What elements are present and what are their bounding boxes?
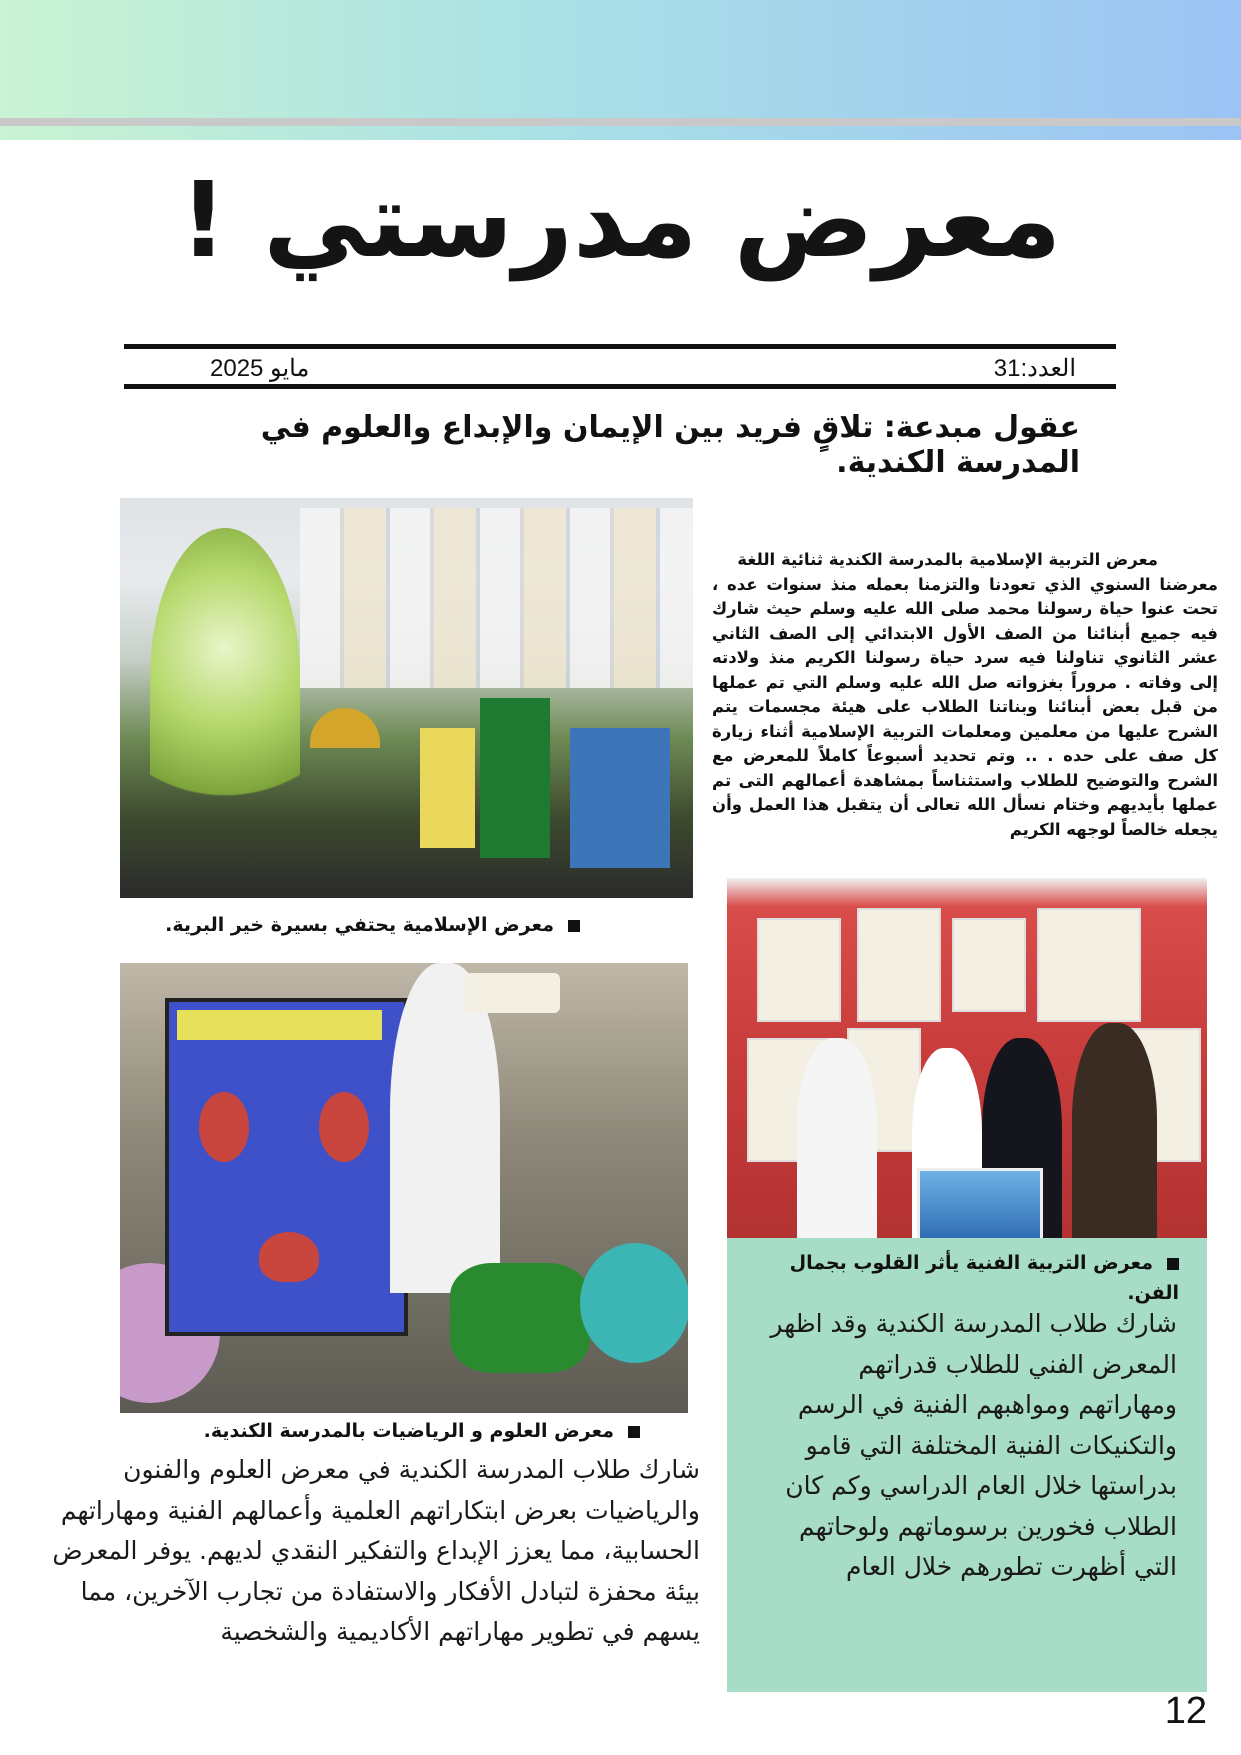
top-rule bbox=[124, 344, 1116, 349]
islamic-heading: معرض التربية الإسلامية بالمدرسة الكندية ثنائية اللغة bbox=[737, 550, 1158, 569]
photo-dome-model bbox=[310, 708, 380, 748]
photo-tree-model bbox=[150, 528, 300, 828]
issue-row bbox=[124, 350, 1116, 386]
photo-cell-model bbox=[580, 1243, 688, 1363]
header-divider bbox=[0, 118, 1241, 126]
photo-canvas-painting bbox=[917, 1168, 1043, 1238]
photo-poster bbox=[857, 908, 941, 1022]
page-number: 12 bbox=[1164, 1690, 1207, 1732]
photo-kidney bbox=[199, 1092, 249, 1162]
photo-board-header bbox=[177, 1010, 382, 1040]
header-band bbox=[0, 0, 1241, 118]
photo-kidney bbox=[319, 1092, 369, 1162]
page-title: معرض مدرستي ! bbox=[179, 159, 1062, 281]
bullet-icon bbox=[628, 1426, 640, 1438]
islamic-exhibit-photo bbox=[120, 498, 693, 898]
issue-number: العدد:31 bbox=[993, 355, 1076, 382]
photo-person bbox=[797, 1038, 877, 1238]
science-body: شارك طلاب المدرسة الكندية في معرض العلوم والفنون والرياضيات بعرض ابتكاراتهم العلمية وأعمالهم الفنية ومهاراتهم الحسابية، مما يعزز الإبداع والتفكير النقدي لديهم. يوفر المعرض بيئة محفزة لتبادل الأفكار والاستفادة من تجارب الآخرين، مما يسهم في تطوير مهاراتهم الأكاديمية والشخصية bbox=[52, 1455, 700, 1646]
art-caption-row bbox=[759, 1248, 1179, 1308]
bullet-icon bbox=[1167, 1258, 1179, 1270]
art-body: شارك طلاب المدرسة الكندية وقد اظهر المعرض الفني للطلاب قدراتهم ومهاراتهم ومواهبهم الفنية في الرسم والتكنيكات الفنية المختلفة التي قامو بدراستها خلال العام الدراسي وكم كان الطلاب فخورين برسوماتهم ولوحاتهم التي أظهرت تطورهم خلال العام bbox=[770, 1309, 1177, 1581]
photo-blue-board bbox=[570, 728, 670, 868]
issue-date: مايو 2025 bbox=[210, 355, 310, 382]
islamic-body: معرضنا السنوي الذي تعودنا والتزمنا بعمله منذ سنوات عده ، تحت عنوا حياة رسولنا محمد صلى الله عليه وسلم حيث شارك فيه جميع أبنائنا من الصف الأول الابتدائي إلى الصف الثاني عشر الثانوي تناولنا فيه سرد حياة رسولنا الكريم منذ ولادته إلى وفاته . مروراً بغزواته صل الله عليه وسلم التي تم عملها من قبل بعض أبنائنا وبناتنا الطلاب على هيئة مجسمات يتم الشرح عليها من معلمين ومعلمات التربية الإسلامية أثناء زيارة كل صف على حده . .. وتم تحديد أسبوعاً كاملاً للمعرض مع الشرح والتوضيح للطلاب واستثناساً بمشاهدة أعمالهم التى تم عملها بأيديهم وختام نسأل الله تعالى أن يتقبل هذا العمل وأن يجعله خالصاً لوجهه الكريم bbox=[712, 574, 1218, 839]
islamic-article bbox=[712, 548, 1218, 842]
art-exhibit-photo bbox=[727, 878, 1207, 1238]
photo-urinary-board bbox=[165, 998, 408, 1336]
science-exhibit-photo bbox=[120, 963, 688, 1413]
photo-yellow-board bbox=[420, 728, 475, 848]
photo-poster bbox=[952, 918, 1026, 1012]
photo-bladder bbox=[259, 1232, 319, 1282]
photo-cell-model bbox=[450, 1263, 590, 1373]
science-caption: معرض العلوم و الرياضيات بالمدرسة الكندية. bbox=[203, 1420, 614, 1442]
page-subtitle: عقول مبدعة: تلاقٍ فريد بين الإيمان والإبداع والعلوم في المدرسة الكندية. bbox=[260, 410, 1080, 480]
photo-person bbox=[1072, 1023, 1157, 1238]
art-caption: معرض التربية الفنية يأثر القلوب بجمال الفن. bbox=[789, 1252, 1179, 1304]
art-text-box bbox=[727, 1238, 1207, 1692]
header-band-lower bbox=[0, 126, 1241, 140]
bottom-rule bbox=[124, 384, 1116, 389]
photo-green-board bbox=[480, 698, 550, 858]
islamic-caption-row bbox=[100, 914, 580, 936]
science-caption-row bbox=[190, 1420, 640, 1442]
bullet-icon bbox=[568, 920, 580, 932]
photo-biology-sign bbox=[465, 973, 560, 1013]
photo-poster bbox=[1037, 908, 1141, 1022]
photo-wall-posters bbox=[300, 508, 693, 688]
photo-poster bbox=[757, 918, 841, 1022]
islamic-caption: معرض الإسلامية يحتفي بسيرة خير البرية. bbox=[165, 914, 554, 936]
